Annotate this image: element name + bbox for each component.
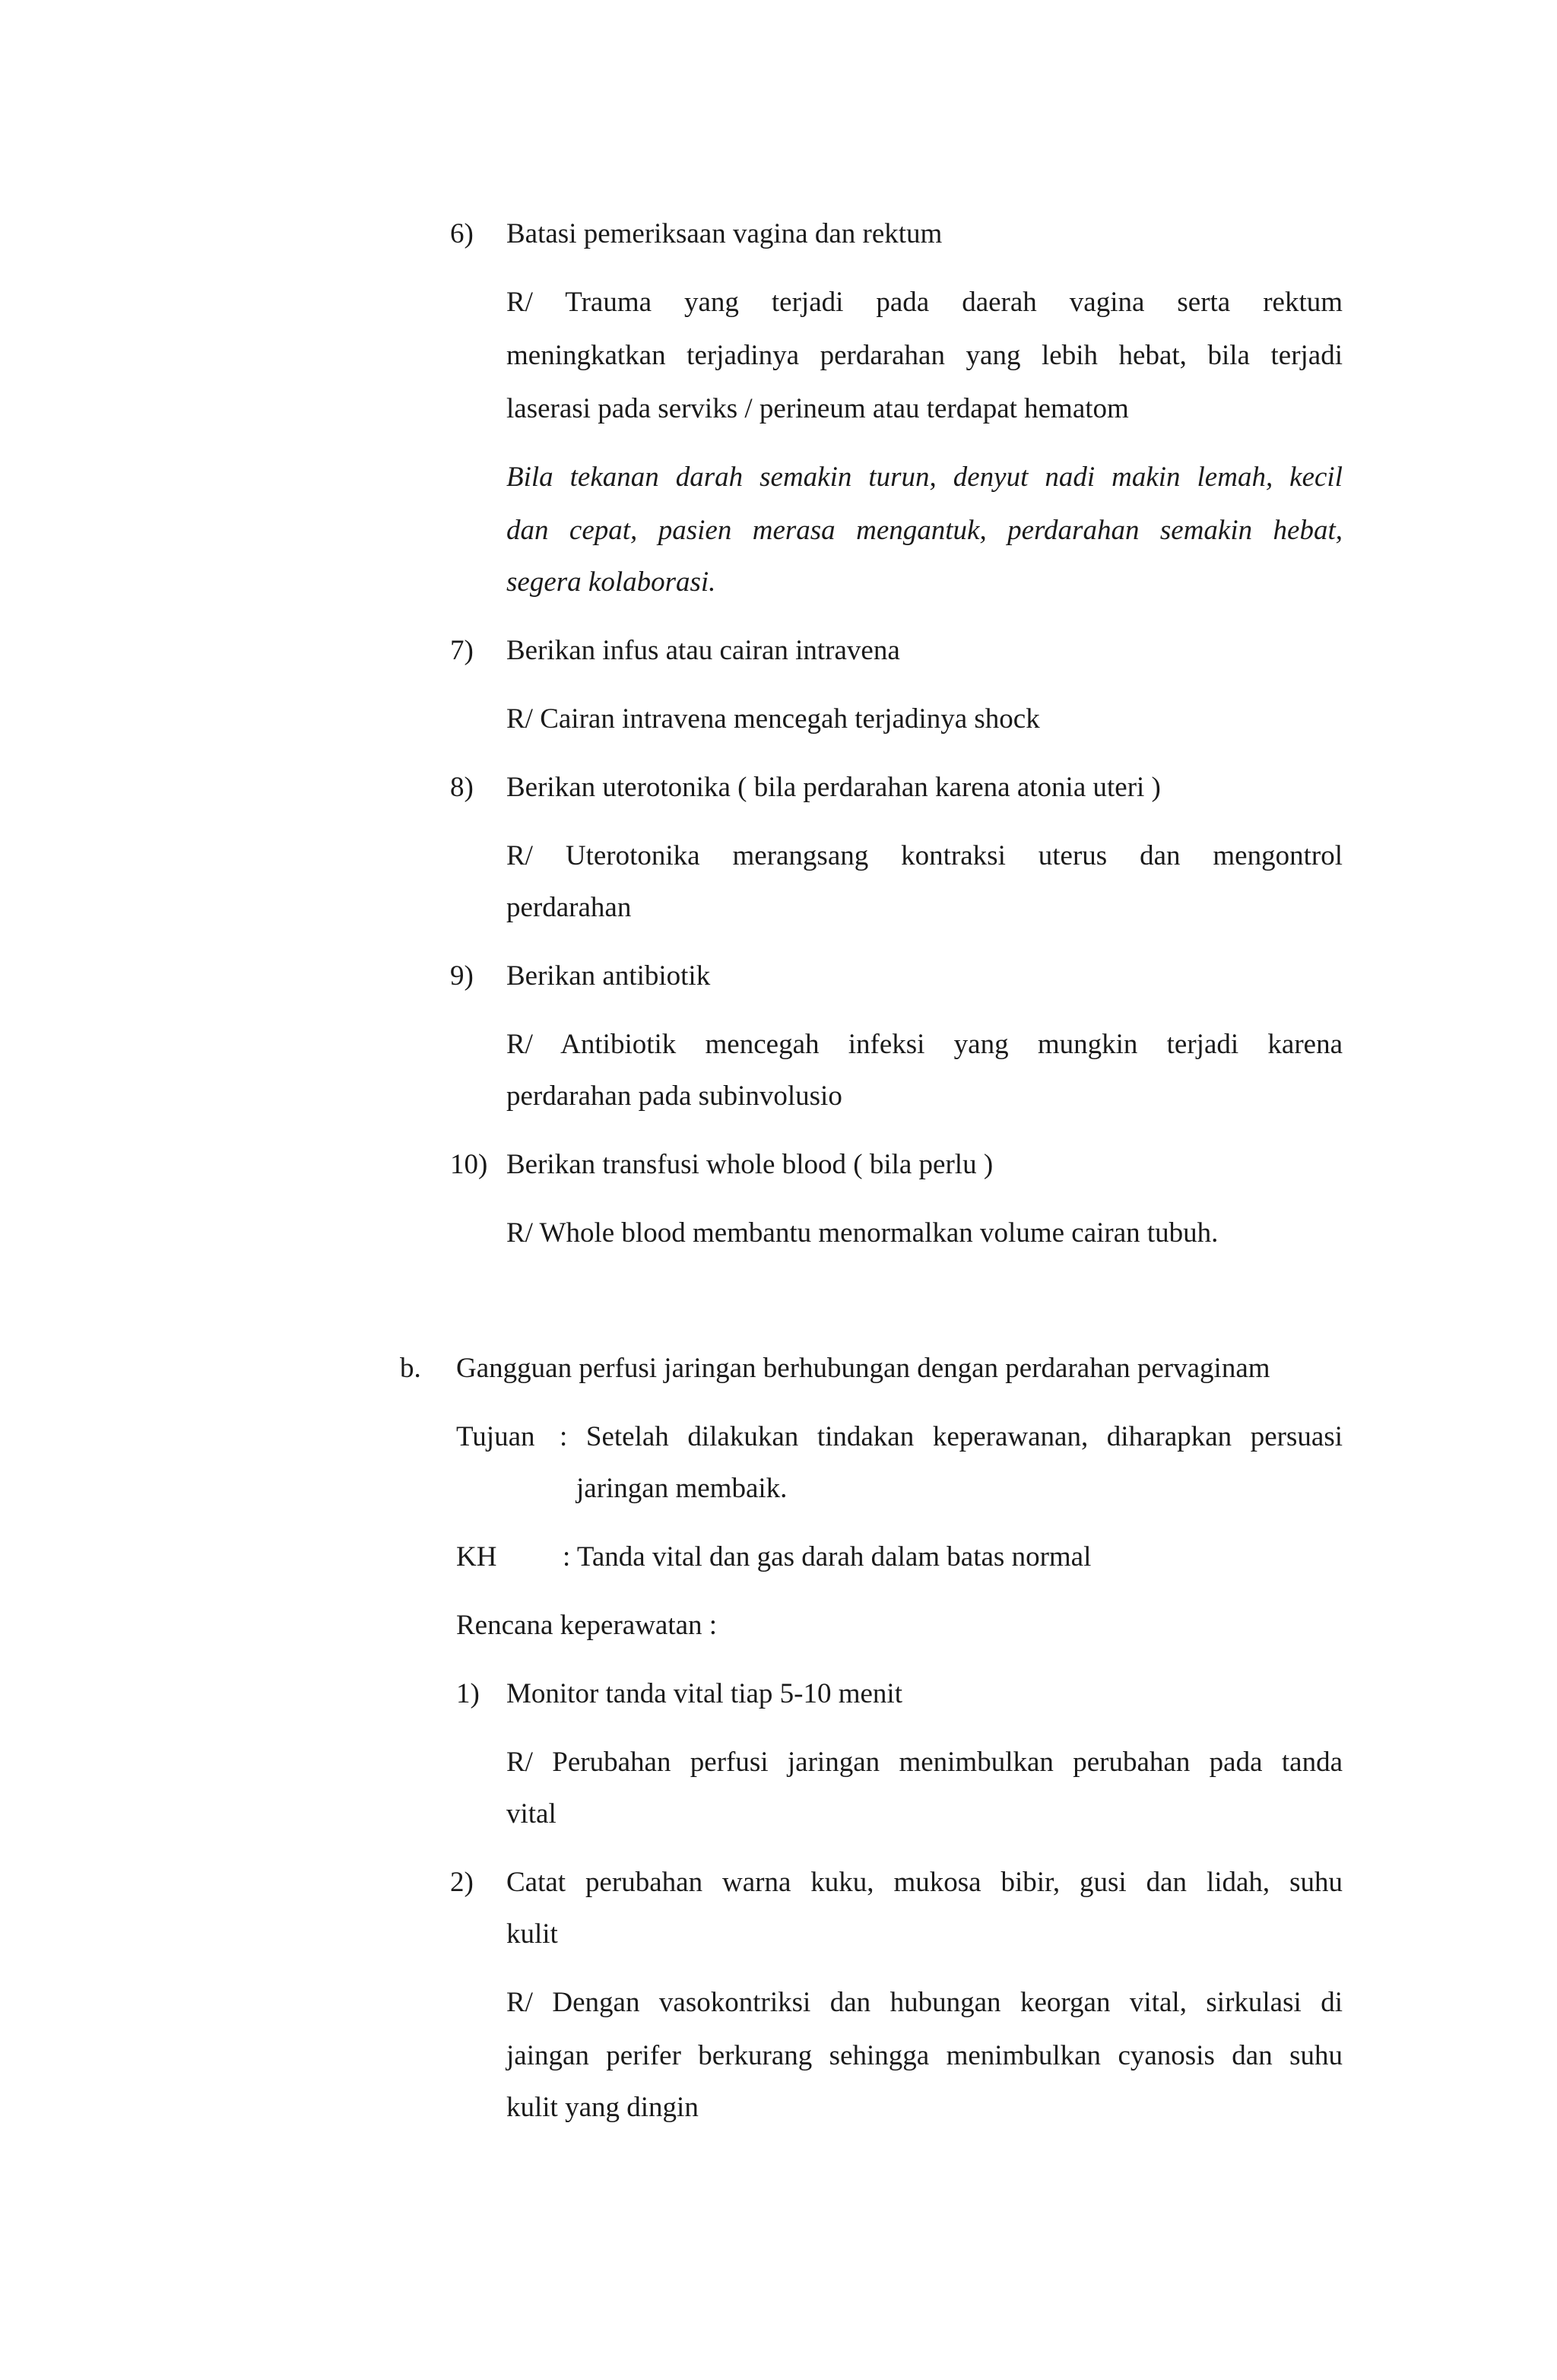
tujuan-text: : Setelah dilakukan tindakan keperawanan, diharapkan persuasi [560,1421,1343,1452]
item-title: Berikan transfusi whole blood ( bila perlu ) [506,1149,994,1180]
item-title: Catat perubahan warna kuku, mukosa bibir, gusi dan lidah, suhu [506,1867,1343,1898]
tujuan-text: jaringan membaik. [576,1473,788,1504]
kh-text: : Tanda vital dan gas darah dalam batas normal [563,1541,1092,1572]
item-title: Monitor tanda vital tiap 5-10 menit [506,1678,902,1709]
item-number: 10) [450,1149,488,1180]
rationale-line: R/ Trauma yang terjadi pada daerah vagina serta rektum [506,287,1343,318]
rationale-line: R/ Cairan intravena mencegah terjadinya shock [506,703,1040,735]
item-number: 7) [450,635,474,666]
section-heading: Gangguan perfusi jaringan berhubungan dengan perdarahan pervaginam [456,1353,1270,1384]
rationale-line: R/ Uterotonika merangsang kontraksi uterus dan mengontrol [506,840,1343,871]
rationale-line: R/ Antibiotik mencegah infeksi yang mungkin terjadi karena [506,1029,1343,1060]
item-number: 2) [450,1867,474,1898]
plan-label: Rencana keperawatan : [456,1610,718,1641]
rationale-line: meningkatkan terjadinya perdarahan yang lebih hebat, bila terjadi [506,340,1343,371]
rationale-line: laserasi pada serviks / perineum atau terdapat hematom [506,393,1129,424]
item-number: 9) [450,960,474,992]
rationale-line: jaingan perifer berkurang sehingga menimbulkan cyanosis dan suhu [506,2040,1343,2071]
rationale-line: perdarahan pada subinvolusio [506,1081,842,1112]
item-number: 6) [450,218,474,249]
item-title: Batasi pemeriksaan vagina dan rektum [506,218,943,249]
item-number: 1) [456,1678,480,1709]
item-number: 8) [450,772,474,803]
tujuan-label: Tujuan [456,1421,535,1452]
item-title: Berikan antibiotik [506,960,711,992]
kh-label: KH [456,1541,497,1572]
note-line: segera kolaborasi. [506,566,716,598]
item-title: kulit [506,1918,558,1950]
rationale-line: R/ Perubahan perfusi jaringan menimbulkan perubahan pada tanda [506,1747,1343,1778]
item-title: Berikan uterotonika ( bila perdarahan karena atonia uteri ) [506,772,1161,803]
rationale-line: vital [506,1798,557,1829]
rationale-line: R/ Whole blood membantu menormalkan volume cairan tubuh. [506,1217,1219,1249]
item-title: Berikan infus atau cairan intravena [506,635,900,666]
rationale-line: kulit yang dingin [506,2092,699,2123]
rationale-line: perdarahan [506,892,632,923]
note-line: Bila tekanan darah semakin turun, denyut nadi makin lemah, kecil [506,462,1343,493]
section-letter: b. [400,1353,421,1384]
rationale-line: R/ Dengan vasokontriksi dan hubungan keorgan vital, sirkulasi di [506,1987,1343,2018]
note-line: dan cepat, pasien merasa mengantuk, perdarahan semakin hebat, [506,515,1343,546]
